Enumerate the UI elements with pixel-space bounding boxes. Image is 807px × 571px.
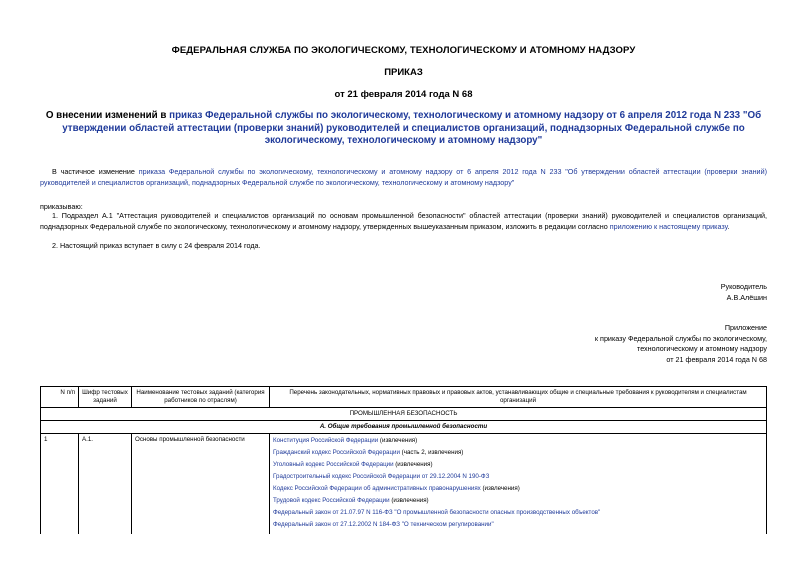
act-link[interactable]: Гражданский кодекс Российской Федерации: [273, 449, 400, 456]
annex-line-1: Приложение: [724, 323, 767, 332]
agency-name: ФЕДЕРАЛЬНАЯ СЛУЖБА ПО ЭКОЛОГИЧЕСКОМУ, ТЕХНОЛОГИЧЕСКОМУ И АТОМНОМУ НАДЗОРУ: [171, 45, 636, 56]
header-acts-list: Перечень законодательных, нормативных правовых и правовых актов, устанавливающих общие и специальные требования к руководителям и специалистам организаций: [270, 387, 767, 408]
document-title: [40, 110, 767, 148]
act-item: [273, 484, 763, 496]
header-name: Наименование тестовых заданий (категория работников по отраслям): [132, 387, 270, 408]
act-item: [273, 460, 763, 472]
item-1-text: 1. Подраздел А.1 "Аттестация руководителей и специалистов организаций по основам промышленной безопасности" областей аттестации (проверки знаний) руководителей и специалистов организаций, поднадзорных Федеральной службе по экологическому, технологическому и атомному надзору, утвержденных вышеуказанным приказом, изложить в редакции согласно: [40, 211, 767, 231]
act-link[interactable]: Трудовой кодекс Российской Федерации: [273, 497, 390, 504]
annex-block: [595, 323, 767, 365]
table-header-row: [41, 387, 767, 408]
document-date: от 21 февраля 2014 года N 68: [334, 89, 473, 100]
act-suffix: (извлечения): [378, 437, 418, 444]
attestation-table: [40, 386, 767, 534]
paragraph-item-2: 2. Настоящий приказ вступает в силу с 24 февраля 2014 года.: [52, 241, 261, 250]
section-title: ПРОМЫШЛЕННАЯ БЕЗОПАСНОСТЬ: [41, 408, 767, 421]
act-item: [273, 496, 763, 508]
act-item: [273, 448, 763, 460]
table-subsection-row: [41, 421, 767, 434]
act-link[interactable]: Уголовный кодекс Российской Федерации: [273, 461, 394, 468]
preamble-prefix: В частичное изменение: [52, 167, 139, 176]
header-number: N п/п: [41, 387, 79, 408]
table-row: [41, 434, 767, 535]
signer-name: А.В.Алёшин: [726, 292, 767, 302]
paragraph-preamble: [40, 167, 767, 188]
title-order-link[interactable]: приказ Федеральной службы по экологическому, технологическому и атомному надзору от 6 апреля 2012 года N 233 "Об утверждении областей аттестации (проверки знаний) руководителей и специалистов организаций, поднадзорных Федеральной службе по экологическому, технологическому и атомному надзору": [62, 110, 762, 146]
annex-link[interactable]: приложению к настоящему приказу: [609, 221, 728, 231]
act-suffix: (извлечения): [393, 461, 433, 468]
signature-block: [721, 282, 767, 303]
act-suffix: (часть 2, извлечения): [399, 449, 464, 456]
act-link[interactable]: Кодекс Российской Федерации об административных правонарушениях: [273, 485, 481, 492]
act-item: [273, 520, 763, 532]
act-item: [273, 472, 763, 484]
paragraph-order-word: приказываю:: [40, 202, 83, 211]
item-1-end: .: [727, 221, 730, 231]
act-suffix: (извлечения): [480, 485, 520, 492]
row-acts: [270, 434, 767, 535]
annex-line-4: от 21 февраля 2014 года N 68: [666, 354, 767, 364]
annex-line-3: технологическому и атомному надзору: [637, 344, 767, 353]
table-section-row: [41, 408, 767, 421]
act-item: [273, 436, 763, 448]
subsection-title: А. Общие требования промышленной безопасности: [41, 421, 767, 434]
act-link[interactable]: Градостроительный кодекс Российской Федерации от 29.12.2004 N 190-ФЗ: [273, 473, 490, 480]
row-name: Основы промышленной безопасности: [132, 434, 270, 535]
row-number: 1: [41, 434, 79, 535]
header-code: Шифр тестовых заданий: [79, 387, 132, 408]
act-item: [273, 508, 763, 520]
paragraph-item-1: [40, 211, 767, 232]
act-link[interactable]: Конституция Российской Федерации: [273, 437, 379, 444]
annex-line-2: к приказу Федеральной службы по экологическому,: [594, 333, 767, 343]
act-suffix: (извлечения): [389, 497, 429, 504]
title-prefix: О внесении изменений в: [45, 110, 170, 121]
document-type: ПРИКАЗ: [384, 67, 423, 78]
row-code: А.1.: [79, 434, 132, 535]
act-link[interactable]: Федеральный закон от 21.07.97 N 116-ФЗ "О промышленной безопасности опасных производственных объектов": [273, 509, 601, 516]
preamble-order-link[interactable]: приказа Федеральной службы по экологическому, технологическому и атомному надзору от 6 апреля 2012 года N 233 "Об утверждении областей аттестации (проверки знаний) руководителей и специалистов организаций, поднадзорных Федеральной службе по экологическому, технологическому и атомному надзору": [40, 167, 767, 187]
signer-position: Руководитель: [720, 282, 767, 291]
act-link[interactable]: Федеральный закон от 27.12.2002 N 184-ФЗ "О техническом регулировании": [273, 521, 494, 528]
